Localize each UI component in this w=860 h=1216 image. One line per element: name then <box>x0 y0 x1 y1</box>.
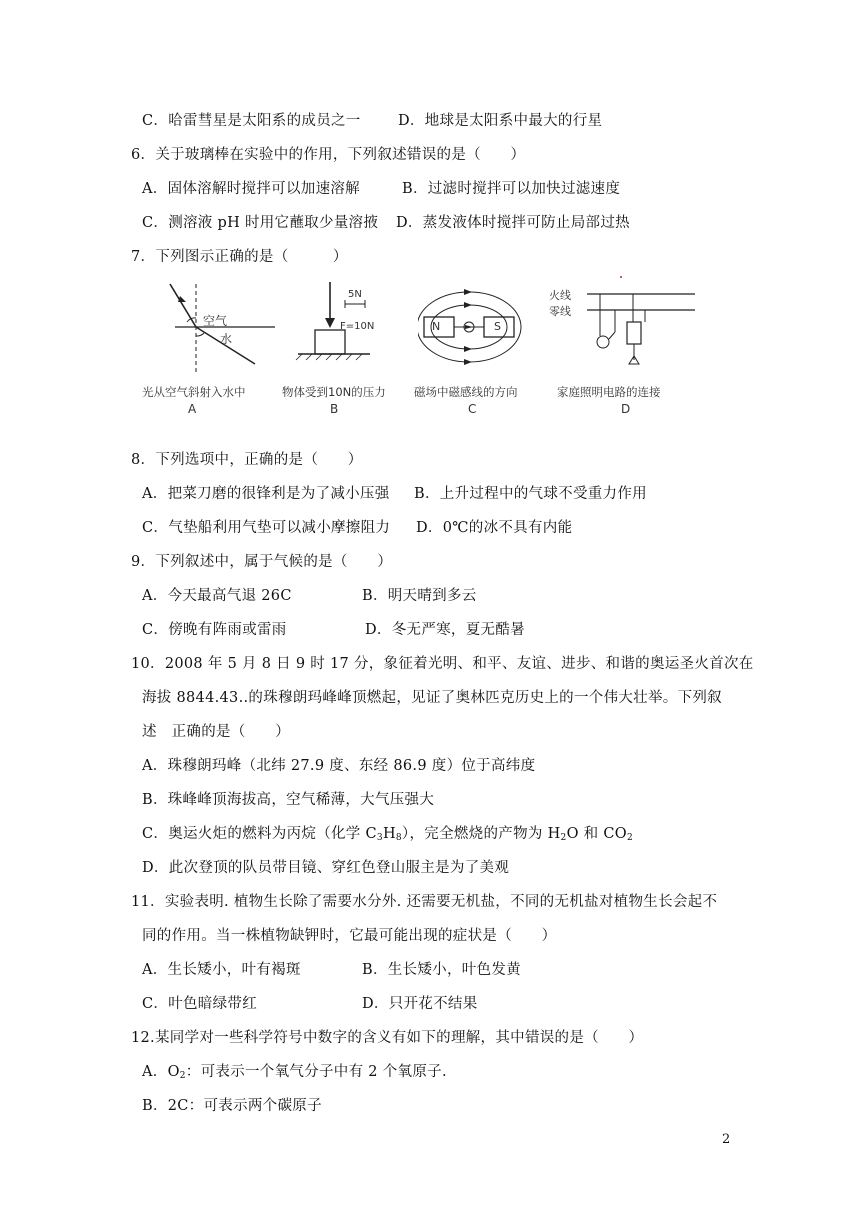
figure-c-magnet <box>414 272 548 422</box>
q9-option-b: B．明天晴到多云 <box>362 588 477 604</box>
page-number: 2 <box>722 1132 731 1147</box>
air-label: 空气 <box>203 314 228 328</box>
q12-stem: 12.某同学对一些科学符号中数字的含义有如下的理解，其中错误的是（ ） <box>131 1030 644 1046</box>
q11-option-a: A．生长矮小，叶有褐斑 <box>142 962 301 978</box>
q10-stem-line-2: 海拔 8844.43..的珠穆朗玛峰峰顶燃起，见证了奥林匹克历史上的一个伟大壮举。下列叙 <box>142 690 722 706</box>
water-label: 水 <box>220 332 233 346</box>
q8-option-b: B．上升过程中的气球不受重力作用 <box>414 486 647 502</box>
q7-figures <box>142 272 720 422</box>
q7-stem: 7．下列图示正确的是（ ） <box>131 249 348 265</box>
neutral-wire-label: 零线 <box>549 305 571 318</box>
q6-option-a: A．固体溶解时搅拌可以加速溶解 <box>142 181 360 197</box>
q5-option-c: C．哈雷彗星是太阳系的成员之一 <box>142 113 361 129</box>
q8-stem: 8．下列选项中，正确的是（ ） <box>131 452 363 468</box>
figure-c-caption: 磁场中磁感线的方向 <box>414 385 518 399</box>
figure-b-force <box>282 272 420 422</box>
q12-option-a: A．$O_2$：可表示一个氧气分子中有 2 个氧原子. <box>142 1064 447 1081</box>
q6-option-c: C．测溶液 pH 时用它蘸取少量溶掖 <box>142 215 379 231</box>
q10-option-c: C．奥运火炬的燃料为丙烷（化学 $C_3H_8$），完全燃烧的产物为 $H_2O$ 和 $CO_2$ <box>142 826 633 843</box>
q10-stem-line-1: 10．2008 年 5 月 8 日 9 时 17 分，象征着光明、和平、友谊、进步、和谐的奥运圣火首次在 <box>131 656 754 672</box>
figure-c-letter: C <box>468 402 477 416</box>
q8-option-d: D．0℃的冰不具有内能 <box>416 520 573 536</box>
figure-d-letter: D <box>621 402 631 416</box>
q12-option-b: B．2C：可表示两个碳原子 <box>142 1098 322 1114</box>
figure-d-circuit <box>545 272 705 422</box>
q9-stem: 9．下列叙述中，属于气候的是（ ） <box>131 554 393 570</box>
q11-option-c: C．叶色暗绿带红 <box>142 996 257 1012</box>
figure-b-caption: 物体受到10N的压力 <box>282 385 386 399</box>
q9-option-d: D．冬无严寒，夏无酷暑 <box>365 622 525 638</box>
q9-option-a: A．今天最高气退 26C <box>142 588 292 604</box>
figure-a-refraction <box>142 272 290 422</box>
north-pole-label: N <box>432 320 441 333</box>
figure-a-letter: A <box>188 402 197 416</box>
south-pole-label: S <box>494 320 501 333</box>
q11-option-d: D．只开花不结果 <box>362 996 478 1012</box>
figure-a-caption: 光从空气斜射入水中 <box>142 385 246 399</box>
scale-label: 5N <box>348 289 362 300</box>
q6-stem: 6．关于玻璃棒在实验中的作用，下列叙述错误的是（ ） <box>131 147 526 163</box>
q10-option-d: D．此次登顶的队员带目镜、穿红色登山服主是为了美观 <box>142 860 510 876</box>
q11-option-b: B．生长矮小，叶色发黄 <box>362 962 521 978</box>
q11-stem-line-1: 11．实验表明. 植物生长除了需要水分外. 还需要无机盐，不同的无机盐对植物生长会起不 <box>131 894 718 910</box>
q10-option-a: A．珠穆朗玛峰（北纬 27.9 度、东经 86.9 度）位于高纬度 <box>142 758 536 774</box>
q9-option-c: C．傍晚有阵雨或雷雨 <box>142 622 287 638</box>
q5-option-d: D．地球是太阳系中最大的行星 <box>398 113 603 129</box>
q11-stem-line-2: 同的作用。当一株植物缺钾时，它最可能出现的症状是（ ） <box>142 928 557 944</box>
force-label: F=10N <box>340 321 375 332</box>
live-wire-label: 火线 <box>549 289 571 302</box>
q6-option-b: B．过滤时搅拌可以加快过滤速度 <box>402 181 621 197</box>
q8-option-a: A．把菜刀磨的很锋利是为了减小压强 <box>142 486 390 502</box>
q10-option-b: B．珠峰峰顶海拔高，空气稀薄，大气压强大 <box>142 792 435 808</box>
q10-stem-line-3: 述 正确的是（ ） <box>142 724 290 740</box>
q6-option-d: D．蒸发液体时搅拌可防止局部过热 <box>396 215 630 231</box>
q8-option-c: C．气垫船利用气垫可以减小摩擦阻力 <box>142 520 391 536</box>
figure-b-letter: B <box>330 402 339 416</box>
figure-d-caption: 家庭照明电路的连接 <box>557 385 661 399</box>
